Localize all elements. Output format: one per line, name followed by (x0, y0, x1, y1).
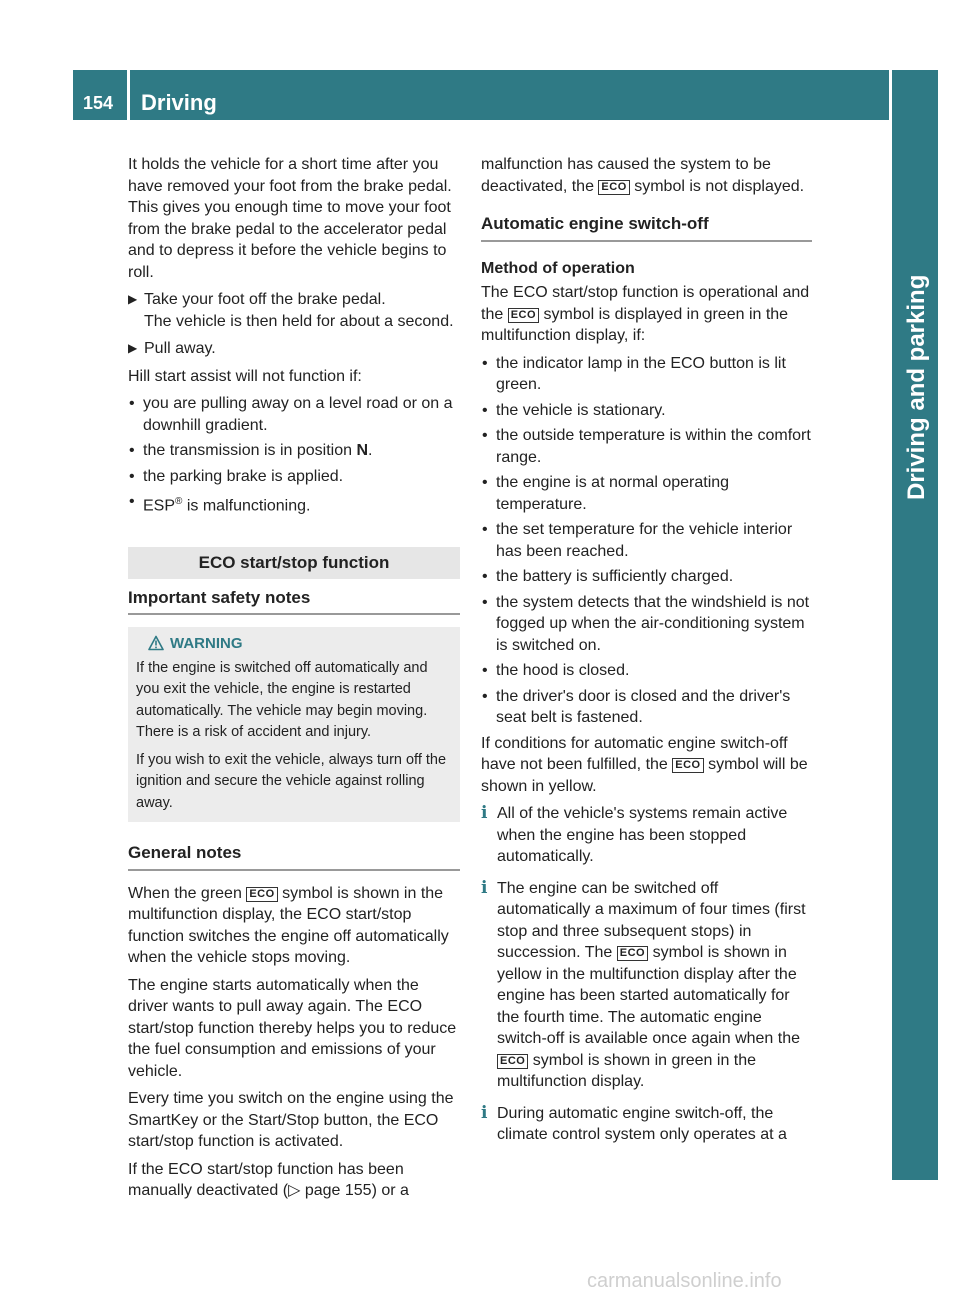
bullet-icon: • (482, 687, 488, 705)
intro-paragraph: It holds the vehicle for a short time after you have removed your foot from the brake pedal. This gives you enough time to move your foot from the brake pedal to the accelerator pedal and to depress it before the vehicle begins to roll. (128, 156, 452, 281)
list-item: • the hood is closed. (481, 660, 812, 682)
bullet-icon: • (482, 593, 488, 611)
info-icon: i (481, 877, 488, 898)
page-number: 154 (83, 93, 114, 113)
general-heading: General notes (128, 842, 460, 871)
watermark: carmanualsonline.info (587, 1270, 782, 1292)
safety-heading: Important safety notes (128, 587, 460, 616)
bullet-icon: • (129, 467, 135, 485)
header-divider (127, 70, 130, 120)
paragraph: Every time you switch on the engine using the SmartKey or the Start/Stop button, the ECO start/stop function is activated. (128, 1090, 454, 1151)
step-arrow-icon: ▶ (128, 292, 138, 306)
bullet-icon: • (482, 474, 488, 491)
paragraph: If conditions for automatic engine switch-off have not been fulfilled, the ECO symbol will be shown in yellow. (481, 734, 808, 795)
method-heading: Method of operation (481, 259, 635, 277)
paragraph: The ECO start/stop function is operational and the ECO symbol is displayed in green in the multifunction display, if: (481, 284, 810, 344)
list-item: • the transmission is in position N. (128, 440, 460, 462)
list-item: • the driver's door is closed and the driver's seat belt is fastened. (482, 687, 791, 726)
section-banner: ECO start/stop function (128, 547, 460, 579)
position-letter: N (356, 442, 368, 459)
warning-box (128, 627, 460, 822)
list-item: • the set temperature for the vehicle interior has been reached. (482, 521, 793, 560)
step-result: The vehicle is then held for about a second. (144, 312, 454, 330)
warning-text: If the engine is switched off automatically and you exit the vehicle, the engine is restarted automatically. The vehicle may begin moving. There is a risk of accident and injury. (136, 659, 428, 741)
bullet-icon: • (482, 568, 488, 585)
paragraph: When the green ECO symbol is shown in the multifunction display, the ECO start/stop function switches the engine off automatically when the vehicle stops moving. (128, 884, 449, 967)
eco-icon: ECO (672, 758, 703, 773)
step-item (128, 289, 460, 332)
warning-title-row (136, 633, 452, 655)
warning-title: WARNING (170, 635, 243, 653)
step-item (128, 338, 460, 360)
eco-icon: ECO (598, 180, 629, 195)
bullet-icon: • (129, 395, 135, 412)
bullet-icon: • (482, 662, 488, 679)
auto-heading: Automatic engine switch-off (481, 213, 812, 242)
list-item: • ESP® is malfunctioning. (129, 493, 311, 515)
list-item: • the system detects that the windshield is not fogged up when the air-conditioning system is switched on. (482, 593, 810, 654)
side-tab-label (888, 74, 942, 504)
list-item: • the engine is at normal operating temperature. (482, 474, 730, 513)
bullet-icon: • (482, 521, 488, 538)
paragraph: If the ECO start/stop function has been manually deactivated (▷ page 155) or a (128, 1160, 409, 1200)
side-tab-text: Driving and parking (903, 274, 930, 500)
page-reference[interactable]: ▷ page 155 (288, 1182, 372, 1200)
bullet-icon: • (482, 427, 488, 444)
bullet-icon: • (482, 401, 488, 419)
step-text: Pull away. (144, 340, 216, 357)
warning-text: If you wish to exit the vehicle, always turn off the ignition and secure the vehicle against rolling away. (136, 751, 447, 811)
section-title: Driving (141, 90, 217, 115)
list-item: • the vehicle is stationary. (481, 400, 812, 422)
list-item: • the parking brake is applied. (128, 466, 460, 488)
list-item: • you are pulling away on a level road or on a downhill gradient. (129, 395, 453, 434)
list-item: • the indicator lamp in the ECO button is lit green. (482, 354, 786, 393)
list-item: • the battery is sufficiently charged. (481, 566, 812, 588)
page-header (73, 70, 889, 120)
paragraph: The engine starts automatically when the driver wants to pull away again. The ECO start/stop function thereby helps you to reduce the fuel consumption and emissions of your vehicle. (128, 976, 457, 1080)
bullet-icon: • (129, 493, 135, 510)
info-icon: i (481, 1102, 488, 1123)
step-text: Take your foot off the brake pedal. (144, 291, 386, 308)
eco-icon: ECO (246, 887, 277, 902)
step-arrow-icon: ▶ (128, 341, 138, 355)
info-icon: i (481, 803, 488, 823)
eco-icon: ECO (497, 1054, 528, 1069)
eco-icon: ECO (508, 308, 539, 323)
registered-mark: ® (175, 496, 183, 507)
right-column (481, 154, 812, 1156)
eco-icon: ECO (617, 946, 648, 961)
info-note: i All of the vehicle's systems remain active when the engine has been stopped automatically. (481, 803, 788, 865)
info-note: i During automatic engine switch-off, the climate control system only operates at a (481, 1102, 787, 1143)
list-item: • the outside temperature is within the comfort range. (482, 427, 811, 466)
paragraph: malfunction has caused the system to be deactivated, the ECO symbol is not displayed. (481, 156, 805, 195)
hill-intro: Hill start assist will not function if: (128, 367, 362, 385)
warning-triangle-icon (148, 635, 164, 651)
bullet-icon: • (482, 354, 488, 372)
left-column (128, 154, 460, 1208)
bullet-icon: • (129, 442, 135, 459)
info-note: i The engine can be switched off automatically a maximum of four times (first stop and three subsequent stops) in succession. The ECO symbol is shown in yellow in the multifunction display after the engine has been started automatically for the fourth time. The automatic engine switch-off is available once again when the ECO symbol is shown in green in the multifunction display. (481, 877, 806, 1090)
